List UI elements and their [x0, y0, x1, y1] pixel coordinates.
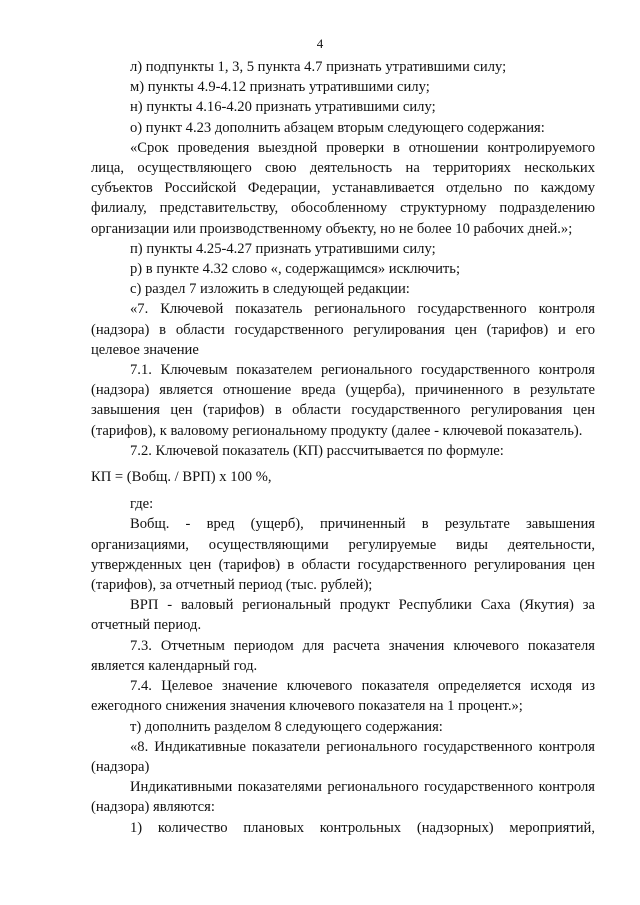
paragraph-n: н) пункты 4.16-4.20 признать утратившими силу;: [130, 99, 436, 116]
page-number: 4: [316, 36, 324, 51]
where-label: где:: [130, 496, 154, 513]
paragraph-l: л) подпункты 1, 3, 5 пункта 4.7 признать утратившими силу;: [130, 59, 507, 75]
paragraph-m: м) пункты 4.9-4.12 признать утратившими силу;: [130, 79, 430, 96]
paragraph-7-3: 7.3. Отчетным периодом для расчета значения ключевого показателя является календарный год.: [91, 637, 595, 674]
formula: КП = (Вобщ. / ВРП) х 100 %,: [91, 469, 272, 486]
list-item-1: 1) количество плановых контрольных (надзорных) мероприятий,: [130, 819, 595, 836]
definition-vrp: ВРП - валовый региональный продукт Республики Саха (Якутия) за отчетный период.: [91, 597, 595, 634]
paragraph-s: с) раздел 7 изложить в следующей редакции:: [130, 281, 410, 298]
paragraph-p: п) пункты 4.25-4.27 признать утратившими силу;: [130, 240, 436, 257]
section-7-heading: «7. Ключевой показатель регионального государственного контроля (надзора) в области государственного регулирования цен (тарифов) и его целевое значение: [91, 301, 595, 358]
paragraph-t: т) дополнить разделом 8 следующего содержания:: [130, 718, 443, 735]
indicative-intro: Индикативными показателями регионального государственного контроля (надзора) являются:: [91, 779, 595, 816]
paragraph-o: о) пункт 4.23 дополнить абзацем вторым следующего содержания:: [130, 119, 545, 136]
paragraph-7-4: 7.4. Целевое значение ключевого показателя определяется исходя из ежегодного снижения значения ключевого показателя на 1 процент.»;: [91, 678, 595, 715]
paragraph-r: р) в пункте 4.32 слово «, содержащимся» исключить;: [130, 261, 461, 278]
section-8-heading: «8. Индикативные показатели регионального государственного контроля (надзора): [91, 738, 595, 775]
paragraph-7-2: 7.2. Ключевой показатель (КП) рассчитывается по формуле:: [130, 442, 504, 459]
quote-inspection-term: «Срок проведения выездной проверки в отношении контролируемого лица, осуществляющего свою деятельность на территориях нескольких субъектов Российской Федерации, устанавливается отдельно по каждому филиалу, представительству, обособленному структурному подразделению организации или производственному объекту, но не более 10 рабочих дней.»;: [91, 139, 595, 237]
paragraph-7-1: 7.1. Ключевым показателем регионального государственного контроля (надзора) является отношение вреда (ущерба), причиненного в результате завышения цен (тарифов) в области государственного регулирования цен (тарифов), к валовому региональному продукту (далее - ключевой показатель).: [91, 362, 595, 439]
document-body: [91, 57, 595, 838]
definition-vobsch: Вобщ. - вред (ущерб), причиненный в результате завышения организациями, осуществляющими регулируемые виды деятельности, утвержденных цен (тарифов) в области государственного регулирования цен (тарифов), за отчетный период (тыс. рублей);: [91, 516, 595, 594]
